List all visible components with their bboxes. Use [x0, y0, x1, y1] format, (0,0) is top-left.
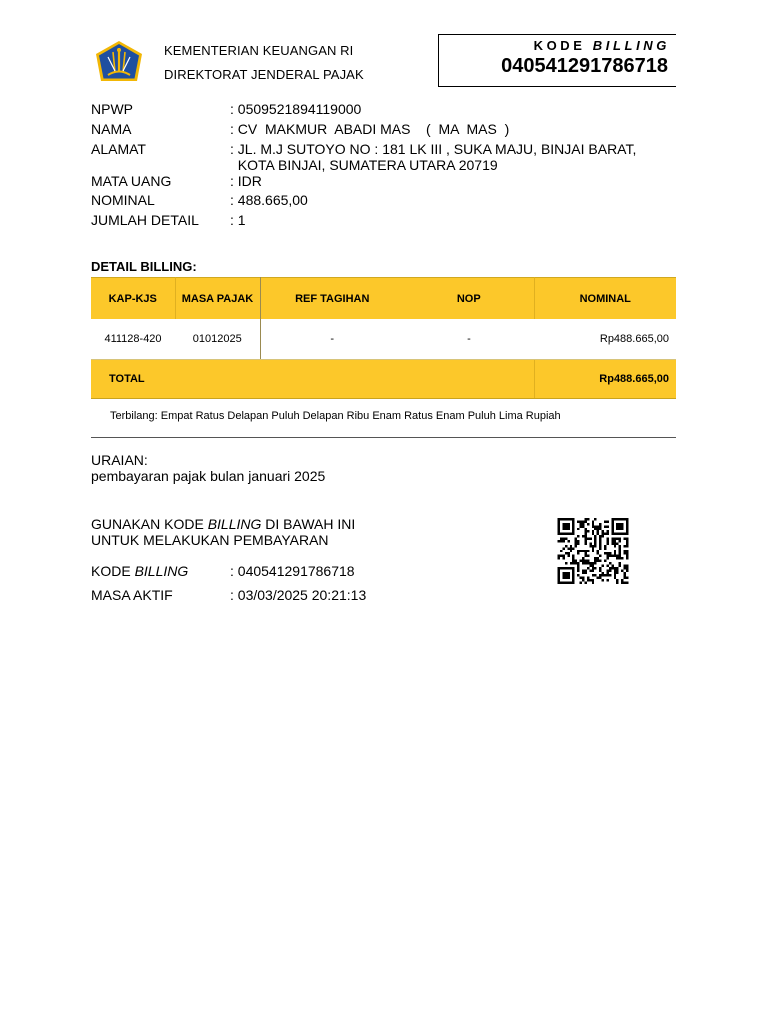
total-label: TOTAL — [91, 360, 534, 399]
kode-billing-box — [438, 34, 676, 87]
qr-code-icon — [557, 518, 629, 584]
detail-billing-table — [91, 277, 676, 399]
kode-billing-label — [534, 38, 670, 53]
footer-kode-prefix: KODE — [91, 563, 135, 579]
cell-nominal: Rp488.665,00 — [534, 319, 676, 360]
col-header-nominal: NOMINAL — [534, 278, 676, 320]
jumlah-detail-label: JUMLAH DETAIL — [91, 212, 199, 228]
cell-ref-tagihan: - — [260, 319, 404, 360]
col-header-masa-pajak: MASA PAJAK — [175, 278, 260, 320]
instruction-suffix: DI BAWAH INI — [261, 516, 356, 532]
detail-billing-title: DETAIL BILLING: — [91, 259, 197, 274]
nama-label: NAMA — [91, 121, 132, 137]
alamat-label: ALAMAT — [91, 141, 146, 157]
mata-uang-label: MATA UANG — [91, 173, 172, 189]
nama-value: : CV MAKMUR ABADI MAS ( MA MAS ) — [230, 121, 510, 137]
cell-kap-kjs: 411128-420 — [91, 319, 175, 360]
col-header-kap-kjs: KAP-KJS — [91, 278, 175, 320]
kode-billing-value: 040541291786718 — [501, 55, 668, 77]
instruction-line2: UNTUK MELAKUKAN PEMBAYARAN — [91, 532, 329, 548]
mata-uang-value: : IDR — [230, 173, 262, 189]
total-value: Rp488.665,00 — [534, 360, 676, 399]
footer-kode-value: : 040541291786718 — [230, 563, 355, 579]
masa-aktif-label: MASA AKTIF — [91, 587, 173, 603]
org-directorate: DIREKTORAT JENDERAL PAJAK — [164, 67, 364, 82]
instruction-line1 — [91, 516, 355, 532]
col-header-ref-tagihan: REF TAGIHAN — [260, 278, 404, 320]
col-header-nop: NOP — [404, 278, 534, 320]
alamat-value-line1: : JL. M.J SUTOYO NO : 181 LK III , SUKA MAJU, BINJAI BARAT, — [230, 141, 637, 157]
table-total-row — [91, 360, 676, 399]
instruction-italic: BILLING — [207, 516, 262, 532]
footer-kode-italic: BILLING — [134, 563, 189, 579]
masa-aktif-value: : 03/03/2025 20:21:13 — [230, 587, 367, 603]
alamat-value-line2: KOTA BINJAI, SUMATERA UTARA 20719 — [230, 157, 498, 173]
uraian-text: pembayaran pajak bulan januari 2025 — [91, 468, 326, 484]
divider — [91, 437, 676, 438]
kemenkeu-logo-icon — [94, 40, 144, 84]
jumlah-detail-value: : 1 — [230, 212, 246, 228]
cell-masa-pajak: 01012025 — [175, 319, 260, 360]
instruction-prefix: GUNAKAN KODE — [91, 516, 208, 532]
kode-label-italic: BILLING — [592, 38, 670, 53]
footer-kode-label — [91, 563, 188, 579]
org-ministry: KEMENTERIAN KEUANGAN RI — [164, 43, 354, 58]
npwp-label: NPWP — [91, 101, 133, 117]
kode-label-prefix: KODE — [533, 38, 586, 53]
table-row — [91, 319, 676, 360]
uraian-label: URAIAN: — [91, 452, 148, 468]
terbilang-text: Terbilang: Empat Ratus Delapan Puluh Delapan Ribu Enam Ratus Enam Puluh Lima Rupiah — [110, 410, 561, 422]
table-header-row — [91, 278, 676, 320]
npwp-value: : 0509521894119000 — [230, 101, 362, 117]
nominal-value: : 488.665,00 — [230, 192, 308, 208]
nominal-label: NOMINAL — [91, 192, 155, 208]
cell-nop: - — [404, 319, 534, 360]
